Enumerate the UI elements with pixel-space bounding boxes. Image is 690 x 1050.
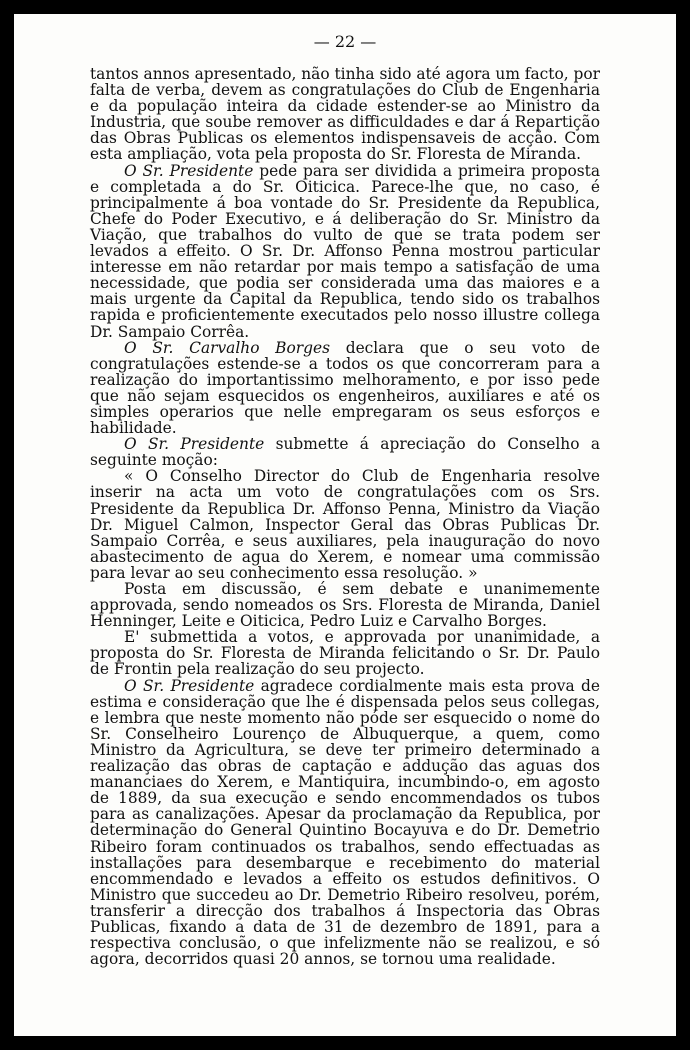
paragraph: Posta em discussão, é sem debate e unanimemente approvada, sendo nomeados os Srs. Floresta de Miranda, Daniel Henninger, Leite e Oiticica, Pedro Luiz e Carvalho Borges. [90,580,600,631]
speaker-name: O Sr. Presidente [124,676,255,695]
paragraph: O Sr. Carvalho Borges declara que o seu voto de congratulações estende-se a todos os que concorreram para a realização do importantissimo melhoramento, e por isso pede que não sejam esquecidos os engenheiros, auxiliares e até os simples operarios que nelle empregaram os seus esforços e habilidade. [90,338,600,438]
paragraph: O Sr. Presidente submette á apreciação do Conselho a seguinte moção: [90,435,600,470]
speaker-name: O Sr. Presidente [124,161,254,180]
document-page [14,14,676,1036]
paragraph: O Sr. Presidente agradece cordialmente mais esta prova de estima e consideração que lhe é dispensada pelos seus collegas, e lembra que neste momento não póde ser esquecido o nome do Sr. Conselheiro Lourenço de Albuquerque, a quem, como Ministro da Agricultura, se deve ter primeiro determinado a realização das obras de captação e addução das aguas dos mananciaes do Xerem, e Mantiquira, incumbindo-o, em agosto de 1889, da sua execução e sendo encommendados os tubos para as canalizações. Apesar da proclamação da Republica, por determinação do General Quintino Bocayuva e do Dr. Demetrio Ribeiro foram continuados os trabalhos, sendo effectuadas as installações para desembarque e recebimento do material encommendado e levados a effeito os estudos definitivos. O Ministro que succedeu ao Dr. Demetrio Ribeiro resolveu, porém, transferir a direcção dos trabalhos á Inspectoria das Obras Publicas, fixando a data de 31 de dezembro de 1891, para a respectiva conclusão, o que infelizmente não se realizou, e só agora, decorridos quasi 20 annos, se tornou uma realidade. [90,676,601,969]
page-number: — 22 — [313,32,377,51]
paragraph: E' submettida a votos, e approvada por unanimidade, a proposta do Sr. Floresta de Miranda felicitando o Sr. Dr. Paulo de Frontin pela realização do seu projecto. [90,628,600,679]
motion-quote: « O Conselho Director do Club de Engenharia resolve inserir na acta um voto de congratulações com os Srs. Presidente da Republica Dr. Affonso Penna, Ministro da Viação Dr. Miguel Calmon, Inspector Geral das Obras Publicas Dr. Sampaio Corrêa, e seus auxiliares, pela inauguração do novo abastecimento de agua do Xerem, e nomear uma commissão para levar ao seu conhecimento essa resolução. » [90,467,600,582]
body-text [90,66,600,967]
speaker-name: O Sr. Carvalho Borges [124,338,330,357]
paragraph: tantos annos apresentado, não tinha sido até agora um facto, por falta de verba, devem as congratulações do Club de Engenharia e da população inteira da cidade estender-se ao Ministro da Industria, que soube remover as difficuldades e dar á Repartição das Obras Publicas os elementos indispensaveis de acção. Com esta ampliação, vota pela proposta do Sr. Floresta de Miranda. [90,65,601,164]
paragraph: O Sr. Presidente pede para ser dividida a primeira proposta e completada a do Sr. Oiticica. Parece-lhe que, no caso, é principalmente á boa vontade do Sr. Presidente da Republica, Chefe do Poder Executivo, e á deliberação do Sr. Ministro da Viação, que trabalhos do vulto de que se trata podem ser levados a effeito. O Sr. Dr. Affonso Penna mostrou particular interesse em não retardar por mais tempo a satisfação de uma necessidade, que podia ser considerada uma das maiores e a mais urgente da Capital da Republica, tendo sido os trabalhos rapida e proficientemente executados pelo nosso illustre collega Dr. Sampaio Corrêa. [90,161,600,341]
speaker-name: O Sr. Presidente [124,435,265,454]
